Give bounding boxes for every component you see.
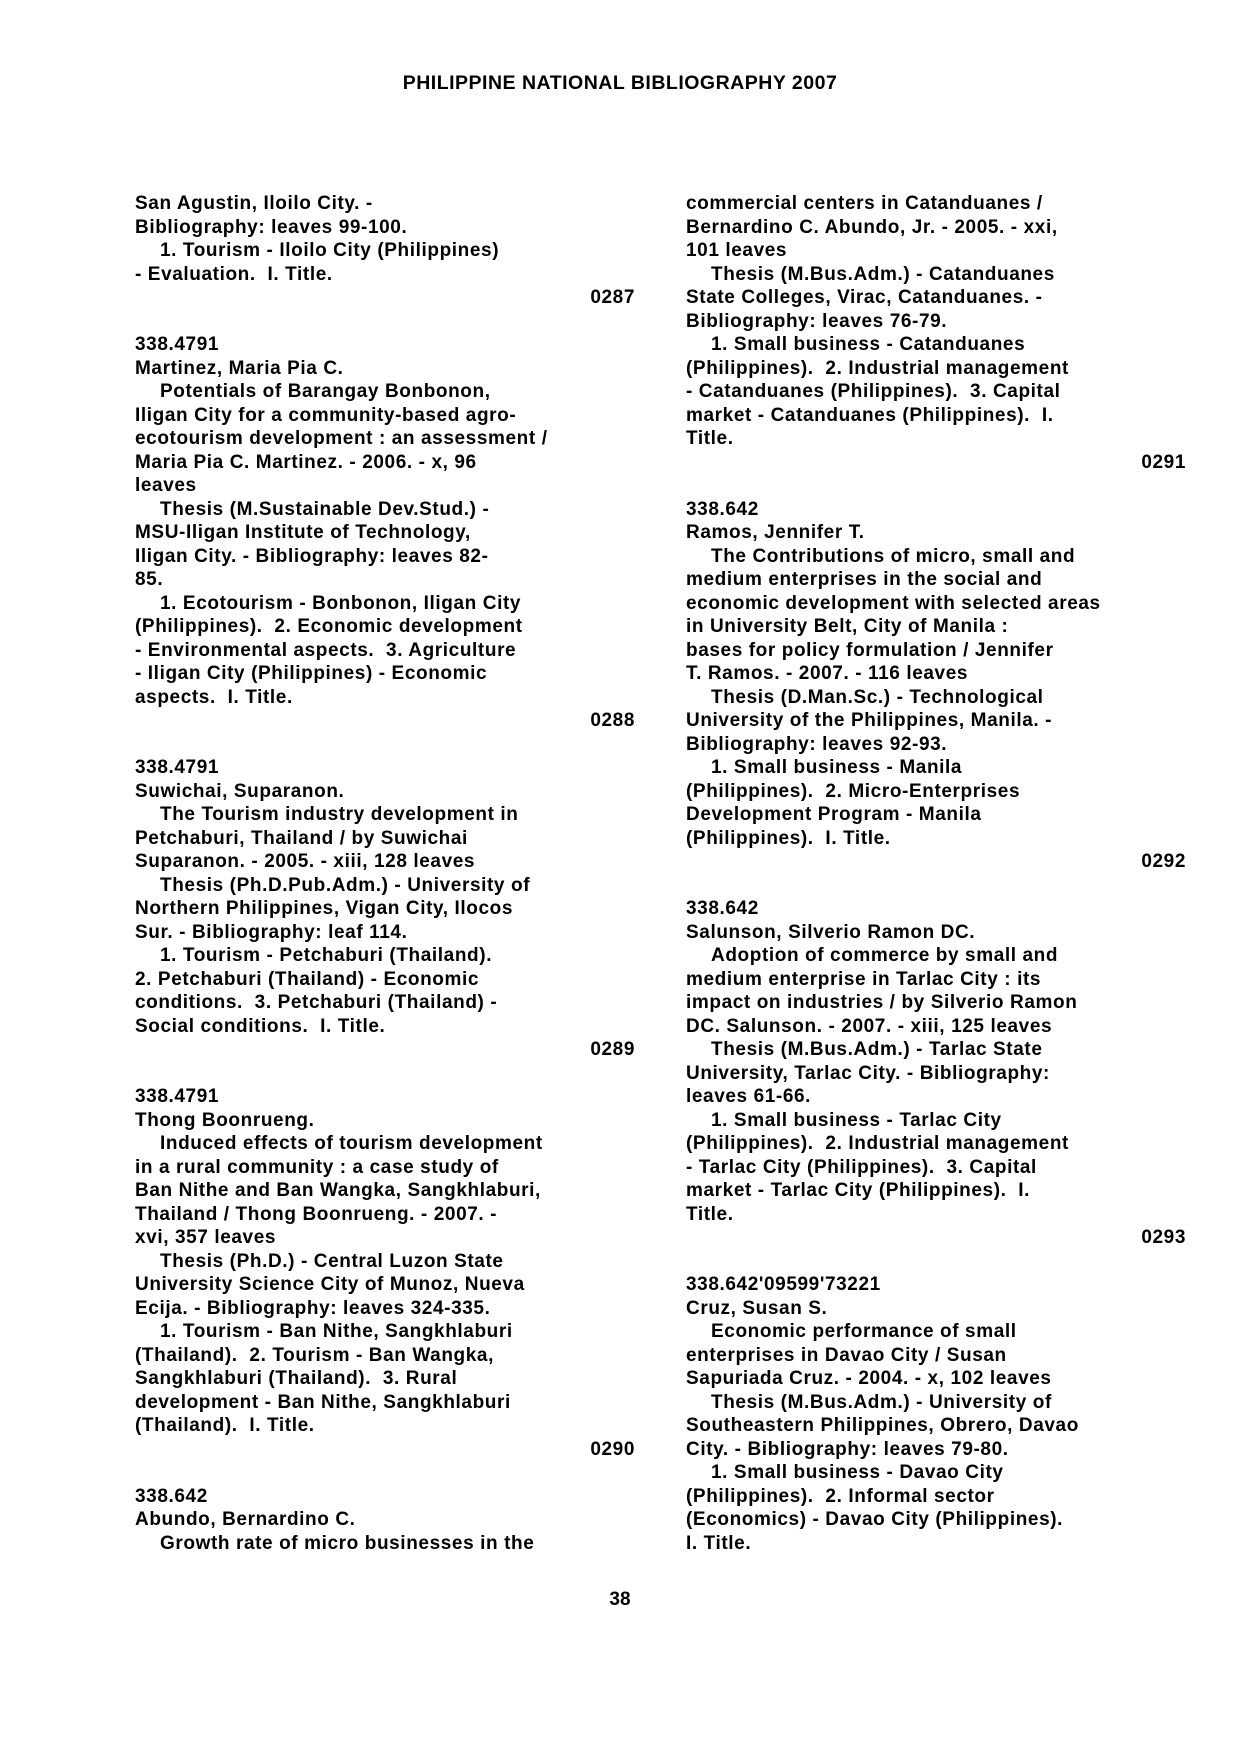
call-number: 338.4791: [135, 757, 220, 778]
text-line: Iligan City. - Bibliography: leaves 82-: [135, 545, 489, 567]
text-line: Thailand / Thong Boonrueng. - 2007. -: [135, 1203, 498, 1225]
text-line: (Thailand). I. Title.: [135, 1415, 315, 1436]
text-line: 1. Ecotourism - Bonbonon, Iligan City: [160, 592, 522, 614]
text-line: Sur. - Bibliography: leaf 114.: [135, 921, 408, 943]
text-line: Thesis (M.Bus.Adm.) - Tarlac State: [711, 1039, 1043, 1060]
text-line: 101 leaves: [686, 240, 788, 261]
text-line: Thesis (Ph.D.Pub.Adm.) - University of: [160, 874, 531, 896]
text-line: medium enterprise in Tarlac City : its: [686, 968, 1042, 990]
text-line: market - Tarlac City (Philippines). I.: [686, 1180, 1031, 1201]
text-line: Title.: [686, 428, 734, 449]
text-line: Bernardino C. Abundo, Jr. - 2005. - xxi,: [686, 216, 1058, 238]
text-line: San Agustin, Iloilo City. -: [135, 193, 373, 214]
text-line: University Science City of Munoz, Nueva: [135, 1274, 525, 1295]
text-line: I. Title.: [686, 1532, 752, 1554]
text-line: enterprises in Davao City / Susan: [686, 1344, 1007, 1366]
text-line: - Environmental aspects. 3. Agriculture: [135, 639, 517, 661]
blank-line: [686, 874, 1186, 898]
blank-line: [135, 1461, 635, 1485]
call-number: 338.642: [686, 498, 759, 520]
text-line: 1. Tourism - Iloilo City (Philippines): [160, 240, 500, 261]
text-line: Thesis (M.Sustainable Dev.Stud.) -: [160, 498, 490, 520]
text-line: Petchaburi, Thailand / by Suwichai: [135, 827, 468, 849]
text-line: University of the Philippines, Manila. -: [686, 710, 1053, 731]
text-line: Adoption of commerce by small and: [711, 945, 1059, 966]
text-line: - Catanduanes (Philippines). 3. Capital: [686, 381, 1061, 402]
text-line: Salunson, Silverio Ramon DC.: [686, 921, 976, 943]
text-line: Bibliography: leaves 76-79.: [686, 310, 948, 332]
text-line: Thong Boonrueng.: [135, 1109, 315, 1131]
page-number: 38: [609, 1589, 631, 1610]
text-line: 1. Small business - Tarlac City: [711, 1109, 1002, 1131]
text-line: Abundo, Bernardino C.: [135, 1509, 356, 1530]
text-line: - Tarlac City (Philippines). 3. Capital: [686, 1156, 1037, 1178]
text-line: Induced effects of tourism development: [160, 1133, 543, 1154]
call-number: 338.642'09599'73221: [686, 1274, 881, 1295]
text-line: City. - Bibliography: leaves 79-80.: [686, 1438, 1009, 1460]
text-line: (Philippines). 2. Economic development: [135, 616, 523, 637]
text-line: 1. Tourism - Ban Nithe, Sangkhlaburi: [160, 1321, 513, 1342]
text-line: (Economics) - Davao City (Philippines).: [686, 1509, 1064, 1530]
call-number: 338.642: [135, 1485, 208, 1507]
text-line: impact on industries / by Silverio Ramon: [686, 992, 1078, 1013]
text-line: Title.: [686, 1203, 734, 1225]
text-line: (Philippines). 2. Industrial management: [686, 1133, 1069, 1154]
entry-number: 0291: [1141, 451, 1186, 473]
text-line: Ramos, Jennifer T.: [686, 522, 865, 543]
page-header: PHILIPPINE NATIONAL BIBLIOGRAPHY 2007: [402, 72, 838, 94]
text-line: Thesis (D.Man.Sc.) - Technological: [711, 686, 1044, 708]
text-line: Suwichai, Suparanon.: [135, 780, 345, 802]
text-line: The Tourism industry development in: [160, 804, 519, 825]
text-line: Northern Philippines, Vigan City, Ilocos: [135, 898, 514, 919]
text-line: commercial centers in Catanduanes /: [686, 193, 1043, 214]
text-line: Thesis (Ph.D.) - Central Luzon State: [160, 1250, 504, 1272]
text-line: medium enterprises in the social and: [686, 569, 1043, 590]
text-line: leaves: [135, 475, 197, 496]
left-column: [135, 192, 635, 1555]
entry-number: 0289: [590, 1039, 635, 1060]
text-line: University, Tarlac City. - Bibliography:: [686, 1062, 1050, 1084]
blank-line: [686, 1250, 1186, 1274]
text-line: Thesis (M.Bus.Adm.) - University of: [711, 1391, 1052, 1413]
blank-line: [135, 733, 635, 757]
text-line: market - Catanduanes (Philippines). I.: [686, 404, 1054, 426]
text-line: 2. Petchaburi (Thailand) - Economic: [135, 968, 480, 990]
text-line: 1. Tourism - Petchaburi (Thailand).: [160, 945, 493, 966]
text-line: 85.: [135, 569, 164, 590]
text-line: Ban Nithe and Ban Wangka, Sangkhlaburi,: [135, 1180, 541, 1201]
text-line: Development Program - Manila: [686, 804, 982, 825]
text-line: Iligan City for a community-based agro-: [135, 404, 517, 426]
text-line: The Contributions of micro, small and: [711, 545, 1076, 567]
text-line: Cruz, Susan S.: [686, 1297, 828, 1319]
text-line: Growth rate of micro businesses in the: [160, 1532, 535, 1554]
text-line: 1. Small business - Manila: [711, 757, 963, 778]
text-line: Ecija. - Bibliography: leaves 324-335.: [135, 1297, 491, 1319]
text-line: Thesis (M.Bus.Adm.) - Catanduanes: [711, 263, 1055, 285]
text-line: - Iligan City (Philippines) - Economic: [135, 663, 488, 684]
text-line: bases for policy formulation / Jennifer: [686, 639, 1054, 661]
text-line: conditions. 3. Petchaburi (Thailand) -: [135, 992, 498, 1013]
call-number: 338.642: [686, 898, 759, 919]
text-line: aspects. I. Title.: [135, 686, 293, 708]
text-line: MSU-Iligan Institute of Technology,: [135, 522, 471, 543]
entry-number: 0292: [1141, 851, 1186, 872]
entry-number: 0288: [590, 710, 635, 731]
entry-number: 0290: [590, 1438, 635, 1460]
text-line: Martinez, Maria Pia C.: [135, 357, 344, 379]
text-line: - Evaluation. I. Title.: [135, 263, 333, 285]
text-line: in a rural community : a case study of: [135, 1156, 499, 1178]
text-line: T. Ramos. - 2007. - 116 leaves: [686, 663, 969, 684]
text-line: ecotourism development : an assessment /: [135, 428, 548, 449]
entry-number: 0293: [1141, 1227, 1186, 1248]
blank-line: [135, 1062, 635, 1086]
blank-line: [686, 474, 1186, 498]
text-line: DC. Salunson. - 2007. - xiii, 125 leaves: [686, 1015, 1053, 1037]
text-line: (Philippines). I. Title.: [686, 827, 891, 849]
entry-number: 0287: [590, 287, 635, 308]
call-number: 338.4791: [135, 1086, 220, 1107]
text-line: (Thailand). 2. Tourism - Ban Wangka,: [135, 1344, 494, 1366]
text-line: (Philippines). 2. Industrial management: [686, 357, 1069, 379]
blank-line: [135, 310, 635, 334]
call-number: 338.4791: [135, 334, 220, 355]
text-line: development - Ban Nithe, Sangkhlaburi: [135, 1391, 511, 1413]
text-line: Suparanon. - 2005. - xiii, 128 leaves: [135, 851, 476, 872]
text-line: Social conditions. I. Title.: [135, 1015, 386, 1037]
text-line: Sapuriada Cruz. - 2004. - x, 102 leaves: [686, 1368, 1052, 1389]
text-line: Economic performance of small: [711, 1321, 1017, 1342]
text-line: Sangkhlaburi (Thailand). 3. Rural: [135, 1368, 458, 1389]
text-line: State Colleges, Virac, Catanduanes. -: [686, 287, 1043, 308]
text-line: Potentials of Barangay Bonbonon,: [160, 381, 491, 402]
text-line: xvi, 357 leaves: [135, 1227, 277, 1248]
text-line: leaves 61-66.: [686, 1086, 812, 1107]
text-line: Southeastern Philippines, Obrero, Davao: [686, 1415, 1079, 1436]
text-line: 1. Small business - Davao City: [711, 1462, 1004, 1483]
text-line: Bibliography: leaves 92-93.: [686, 733, 948, 755]
text-line: (Philippines). 2. Informal sector: [686, 1485, 995, 1507]
text-line: in University Belt, City of Manila :: [686, 616, 1009, 637]
text-line: Maria Pia C. Martinez. - 2006. - x, 96: [135, 451, 477, 473]
text-line: (Philippines). 2. Micro-Enterprises: [686, 780, 1021, 802]
text-line: Bibliography: leaves 99-100.: [135, 216, 408, 238]
right-column: [686, 192, 1186, 1555]
text-line: economic development with selected areas: [686, 592, 1101, 614]
text-line: 1. Small business - Catanduanes: [711, 334, 1026, 355]
